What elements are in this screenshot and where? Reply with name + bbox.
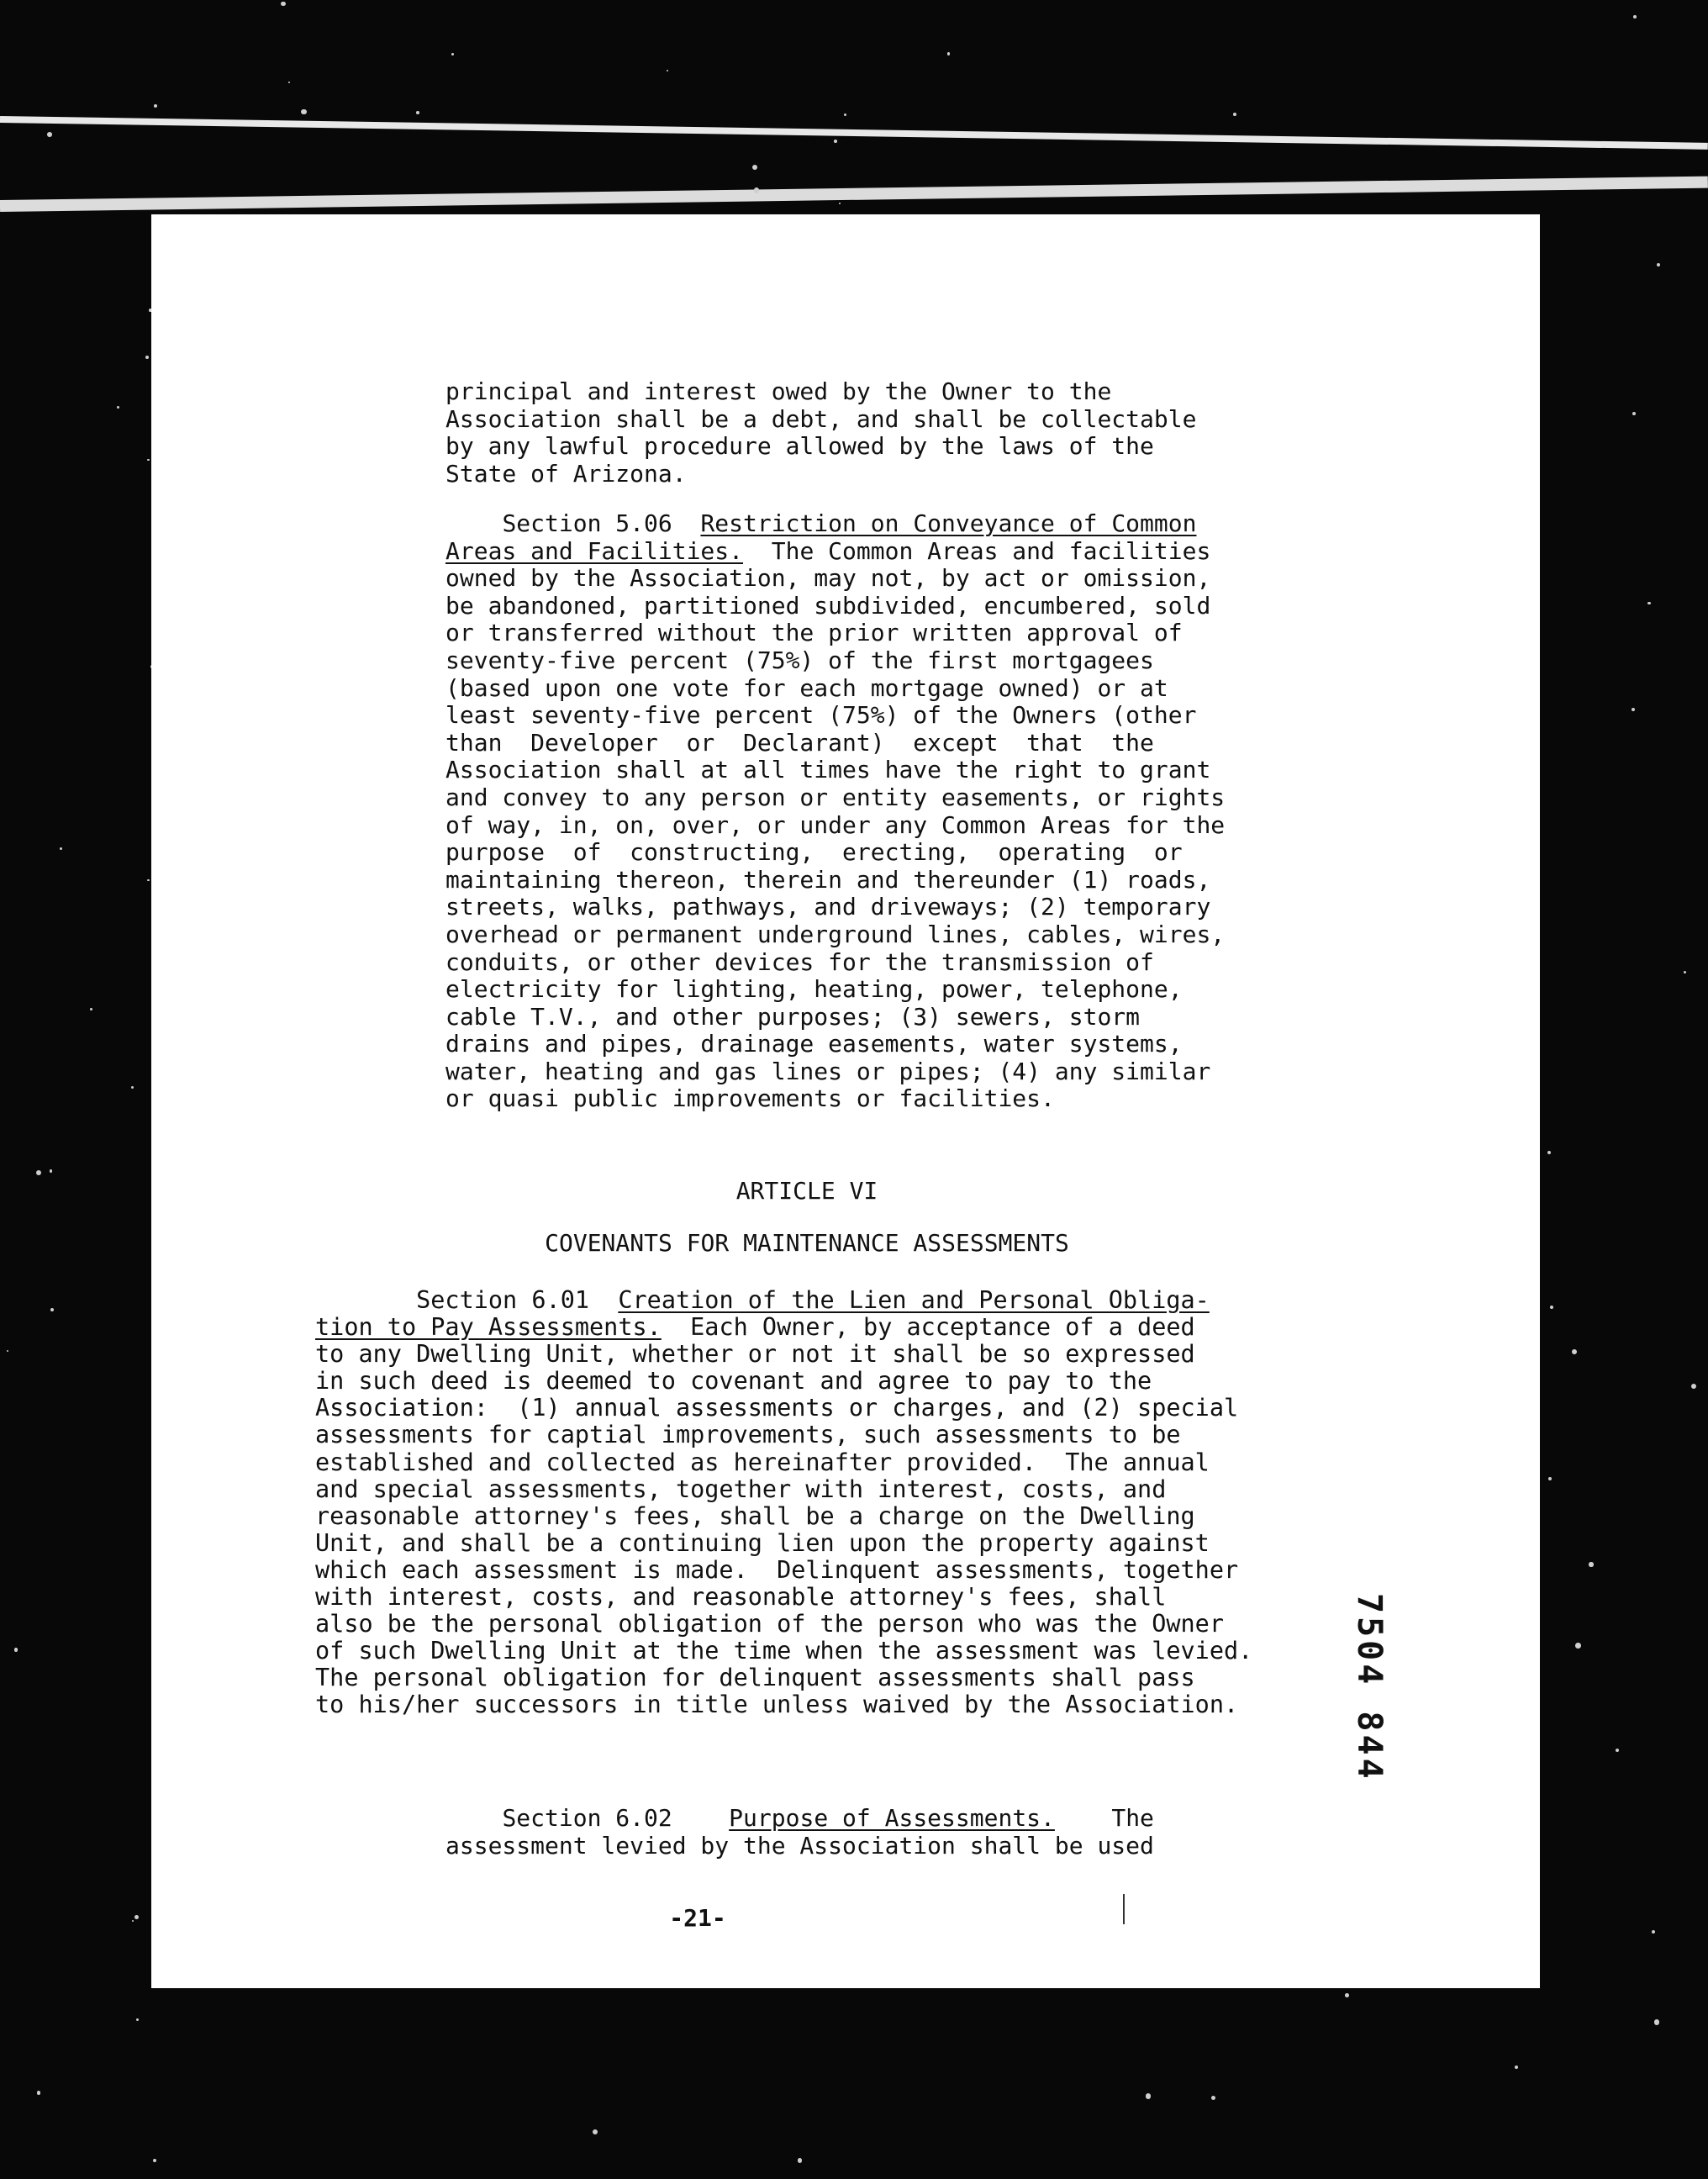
scan-noise-speck [1515,2066,1518,2069]
scan-noise-speck [154,104,157,108]
scan-noise-speck [1652,1930,1655,1934]
scan-artifact-line [0,116,1708,150]
scan-noise-speck [798,2158,802,2162]
scan-noise-speck [1345,1993,1349,1997]
section-number: Section 6.02 [502,1804,672,1832]
scan-noise-speck [1647,602,1651,605]
text-line: Association shall be a debt, and shall be collectable [445,404,1197,433]
scan-noise-speck [1691,1384,1696,1389]
scan-noise-speck [1575,1643,1581,1649]
scan-noise-speck [281,2,285,6]
scan-noise-speck [1572,1349,1577,1354]
scan-noise-speck [1654,2019,1659,2024]
scan-noise-speck [136,2018,139,2021]
margin-mark [1123,1894,1125,1924]
scan-noise-speck [36,1170,41,1175]
recording-number-stamp: 7504 844 [1350,1593,1389,1782]
scan-noise-speck [145,356,149,359]
scan-noise-speck [1550,1306,1553,1309]
scan-noise-speck [754,187,759,193]
scan-noise-speck [451,53,454,55]
scan-noise-speck [60,847,62,850]
scan-noise-speck [7,1350,8,1352]
scan-noise-speck [1633,15,1637,18]
scan-noise-speck [153,2159,156,2162]
section-number: Section 6.01 [416,1286,590,1314]
scan-noise-speck [1146,2093,1151,2098]
scan-noise-speck [131,1086,134,1089]
scan-noise-speck [1684,971,1686,973]
scan-noise-speck [50,1308,54,1311]
scan-noise-speck [667,70,669,72]
scan-noise-speck [844,113,846,116]
section-title: Restriction on Conveyance of Common [700,509,1197,537]
text-line: State of Arizona. [445,459,687,488]
scan-noise-speck [947,52,951,55]
scan-noise-speck [752,165,758,171]
scan-noise-speck [14,1648,18,1651]
section-title-cont: Areas and Facilities. [445,536,744,565]
scan-noise-speck [37,2091,41,2095]
text-line: principal and interest owed by the Owner to the [445,377,1112,405]
scan-noise-speck [416,111,419,114]
scan-noise-speck [593,2129,598,2134]
scan-noise-speck [147,879,150,882]
section-6-02: Section 6.02 Purpose of Assessments. The assessment levied by the Association shall be used [445,1804,1154,1860]
scan-noise-speck [134,1915,139,1919]
scan-noise-speck [90,1008,92,1010]
scan-artifact-line [0,177,1708,212]
scan-noise-speck [301,109,307,115]
section-number: Section 5.06 [502,509,672,537]
continuation-paragraph [445,378,1196,488]
scan-noise-speck [47,132,52,137]
scan-noise-speck [1632,708,1635,711]
scan-noise-speck [1589,1562,1593,1566]
section-title: Purpose of Assessments. [729,1804,1055,1832]
scan-noise-speck [117,406,120,409]
scan-noise-speck [834,140,837,143]
scan-noise-speck [1233,113,1236,116]
article-title: COVENANTS FOR MAINTENANCE ASSESSMENTS [545,1229,1069,1257]
section-title-cont: tion to Pay Assessments. [315,1313,662,1342]
scan-noise-speck [1211,2096,1215,2100]
scan-noise-speck [839,203,841,204]
section-5-06: Section 5.06 Restriction on Conveyance of Common Areas and Facilities. The Common Areas and facilities owned by the Association, may not, by act or omission, be abandoned, partitioned subdivided, encumbered, sold or transferred without the prior written approval of seventy-five percent (75%) of the first mortgagees (based upon one vote for each mortgage owned) or at least seventy-five percent (75%) of the Owners (other than Developer or Declarant) except that the Association shall at all times have the right to grant and convey to any person or entity easements, or rights of way, in, on, over, or under any Common Areas for the purpose of constructing, erecting, operating or maintaining thereon, therein and thereunder (1) roads, streets, walks, pathways, and driveways; (2) temporary overhead or permanent underground lines, cables, wires, conduits, or other devices for the transmission of electricity for lighting, heating, power, telephone, cable T.V., and other purposes; (3) sewers, storm drains and pipes, drainage easements, water systems, water, heating and gas lines or pipes; (4) any similar or quasi public improvements or facilities. [445,509,1226,1113]
scan-noise-speck [1547,1151,1551,1154]
document-page [151,214,1540,1988]
scan-noise-speck [1632,412,1636,415]
text-line: by any lawful procedure allowed by the laws of the [445,432,1154,461]
article-number: ARTICLE VI [735,1177,878,1205]
section-6-01: Section 6.01 Creation of the Lien and Personal Obliga- tion to Pay Assessments. Each Owner, by acceptance of a deed to any Dwelling Unit, whether or not it shall be so expressed in such deed is deemed to covenant and agree to pay to the Association: (1) annual assessments or charges, and (2) special assessments for captial improvements, such assessments to be established and collected as hereinafter provided. The annual and special assessments, together with interest, costs, and reasonable attorney's fees, shall be a charge on the Dwelling Unit, and shall be a continuing lien upon the property against which each assessment is made. Delinquent assessments, together with interest, costs, and reasonable attorney's fees, shall also be the personal obligation of the person who was the Owner of such Dwelling Unit at the time when the assessment was levied. The personal obligation for delinquent assessments shall pass to his/her successors in title unless waived by the Association. [315,1286,1253,1719]
page-number: -21- [669,1904,726,1932]
scan-noise-speck [50,1169,52,1172]
scan-noise-speck [1548,1477,1552,1480]
section-title: Creation of the Lien and Personal Obliga- [618,1286,1210,1314]
scan-noise-speck [132,1920,134,1922]
scan-noise-speck [1657,263,1660,266]
scan-noise-speck [288,82,290,83]
scan-noise-speck [1616,1749,1619,1752]
scan-noise-speck [147,459,150,462]
